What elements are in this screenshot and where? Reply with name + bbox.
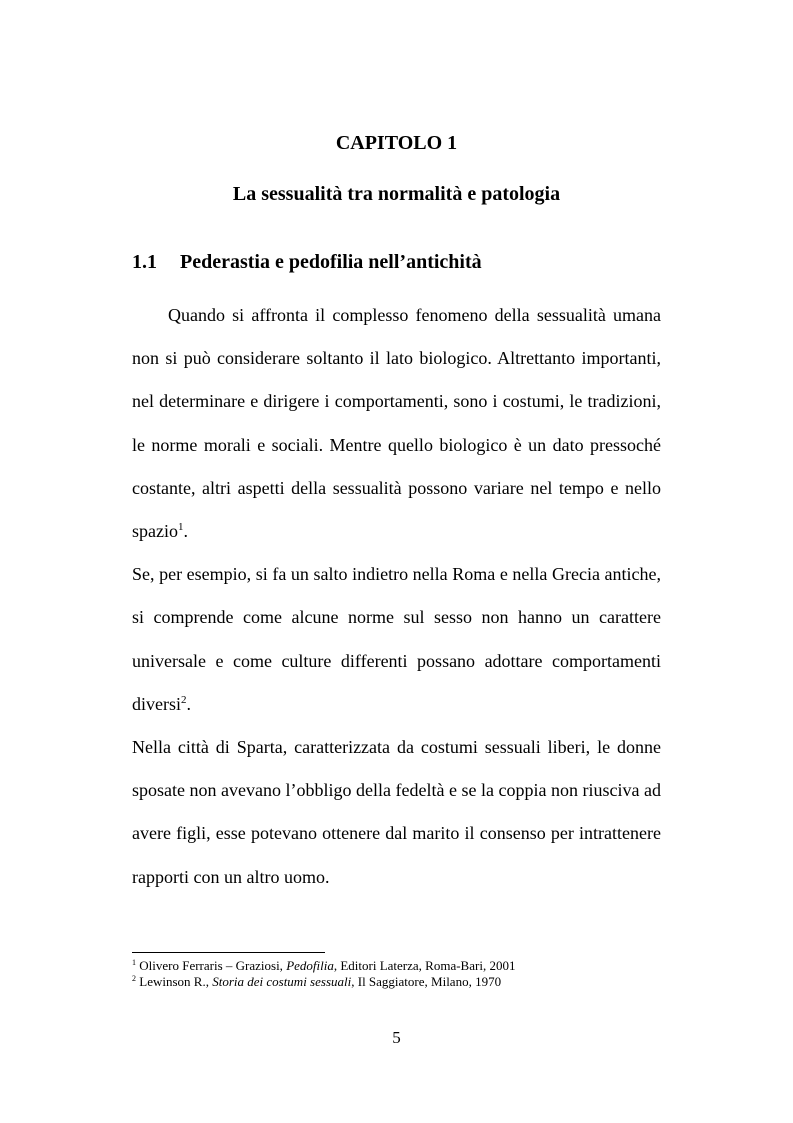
footnote-2-after: , Il Saggiatore, Milano, 1970 [351,974,502,989]
paragraph-3 [132,726,661,899]
paragraph-3-text: Nella città di Sparta, caratterizzata da costumi sessuali liberi, le donne sposate non avevano l’obbligo della fedeltà e se la coppia non riusciva ad avere figli, esse potevano ottenere dal marito il consenso per intrattenere rapporti con un altro uomo. [132,737,661,887]
footnotes [132,958,692,990]
footnote-2-before: Lewinson R., [136,974,213,989]
paragraph-1-text: Quando si affronta il complesso fenomeno della sessualità umana non si può considerare soltanto il lato biologico. Altrettanto importanti, nel determinare e dirigere i comportamenti, sono i costumi, le tradizioni, le norme morali e sociali. Mentre quello biologico è un dato pressoché costante, altri aspetti della sessualità possono variare nel tempo e nello spazio [132,305,661,542]
footnote-ref-1: 1 [177,521,184,534]
footnote-separator [132,952,325,953]
footnote-2 [132,974,692,990]
section-title: Pederastia e pedofilia nell’antichità [180,251,482,273]
section-number: 1.1 [132,251,157,273]
chapter-title: La sessualità tra normalità e patologia [232,183,561,205]
footnote-1-title: Pedofilia [286,958,334,973]
paragraph-1 [132,294,661,553]
footnote-1-mark: 1 [132,958,136,967]
footnote-ref-2: 2 [181,693,187,706]
body-text [132,294,661,899]
footnote-1-before: Olivero Ferraris – Graziosi, [136,958,287,973]
footnote-1 [132,958,692,974]
page-number: 5 [392,1028,401,1047]
footnote-1-after: , Editori Laterza, Roma-Bari, 2001 [333,958,516,973]
paragraph-2-tail: . [186,693,191,714]
section-heading [132,251,482,274]
paragraph-2 [132,553,661,726]
footnote-2-mark: 2 [132,974,136,983]
paragraph-2-text: Se, per esempio, si fa un salto indietro nella Roma e nella Grecia antiche, si comprende come alcune norme sul sesso non hanno un carattere universale e come culture differenti possano adottare comportamenti diversi [132,564,661,714]
chapter-label [0,132,793,155]
footnote-2-title: Storia dei costumi sessuali [212,974,352,989]
paragraph-1-tail: . [183,521,188,542]
chapter-label-text: CAPITOLO 1 [335,132,458,154]
